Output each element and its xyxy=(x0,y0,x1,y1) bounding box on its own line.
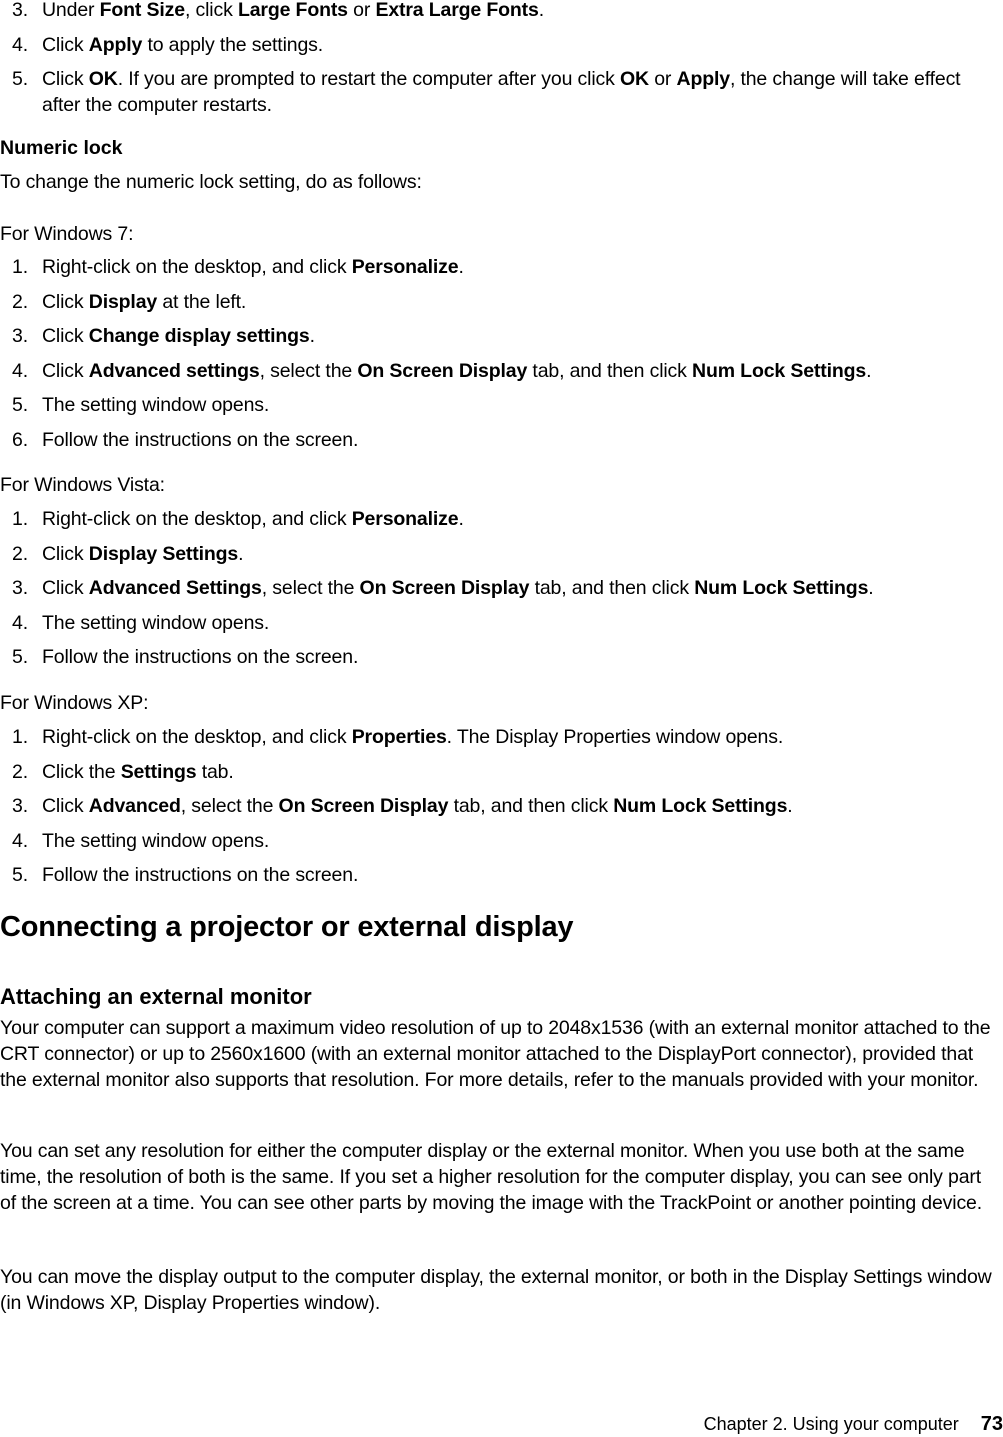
vista-steps xyxy=(0,506,1003,679)
intro-steps xyxy=(0,0,1003,126)
list-item: 5. Follow the instructions on the screen. xyxy=(12,864,359,886)
xp-label: For Windows XP: xyxy=(0,692,149,714)
win7-label: For Windows 7: xyxy=(0,223,134,245)
list-item: 4. Click Apply to apply the settings. xyxy=(12,33,324,56)
chapter-label: Chapter 2. Using your computer xyxy=(703,1414,959,1434)
list-item: 6. Follow the instructions on the screen. xyxy=(12,428,359,451)
list-item: 1. Right-click on the desktop, and click Personalize. xyxy=(12,256,464,278)
list-item: 2. Click Display at the left. xyxy=(12,290,247,313)
list-item: 5. Follow the instructions on the screen. xyxy=(12,646,359,668)
section-subtitle: Attaching an external monitor xyxy=(0,984,312,1009)
list-item: 3. Click Advanced Settings, select the On Screen Display tab, and then click Num Lock Settings. xyxy=(12,577,874,599)
list-item: 3. Click Change display settings. xyxy=(12,325,315,347)
list-item: 5. The setting window opens. xyxy=(12,394,270,416)
list-item: 3. Under Font Size, click Large Fonts or Extra Large Fonts. xyxy=(12,0,544,21)
page-number: 73 xyxy=(980,1413,1003,1435)
list-item: 5. Click OK. If you are prompted to restart the computer after you click OK or Apply, the change will take effect after the computer restarts. xyxy=(12,68,961,116)
list-item: 4. The setting window opens. xyxy=(12,611,270,634)
section-title: Connecting a projector or external display xyxy=(0,911,574,943)
list-item: 2. Click Display Settings. xyxy=(12,542,244,565)
list-item: 4. The setting window opens. xyxy=(12,829,270,852)
list-item: 2. Click the Settings tab. xyxy=(12,760,234,783)
paragraph: Your computer can support a maximum video resolution of up to 2048x1536 (with an external monitor attached to the CRT connector) or up to 2560x1600 (with an external monitor attached to the DisplayPort connector), provided that the external monitor also supports that resolution. For more details, refer to the manuals provided with your monitor. xyxy=(0,1017,991,1091)
numeric-lock-heading: Numeric lock xyxy=(0,137,123,159)
list-item: 4. Click Advanced settings, select the On Screen Display tab, and then click Num Lock Settings. xyxy=(12,359,872,382)
page-footer xyxy=(704,1411,1003,1437)
paragraph: You can move the display output to the computer display, the external monitor, or both in the Display Settings window (in Windows XP, Display Properties window). xyxy=(0,1266,992,1314)
win7-steps xyxy=(0,254,1003,461)
paragraph: You can set any resolution for either the computer display or the external monitor. When you use both at the same time, the resolution of both is the same. If you set a higher resolution for the computer display, you can see only part of the screen at a time. You can see other parts by moving the image with the TrackPoint or another pointing device. xyxy=(0,1140,983,1214)
list-item: 3. Click Advanced, select the On Screen Display tab, and then click Num Lock Settings. xyxy=(12,795,793,817)
list-item: 1. Right-click on the desktop, and click Personalize. xyxy=(12,508,464,530)
vista-label: For Windows Vista: xyxy=(0,474,165,496)
list-item: 1. Right-click on the desktop, and click Properties. The Display Properties window opens. xyxy=(12,726,784,748)
xp-steps xyxy=(0,724,1003,897)
numeric-lock-intro: To change the numeric lock setting, do as follows: xyxy=(0,171,422,193)
